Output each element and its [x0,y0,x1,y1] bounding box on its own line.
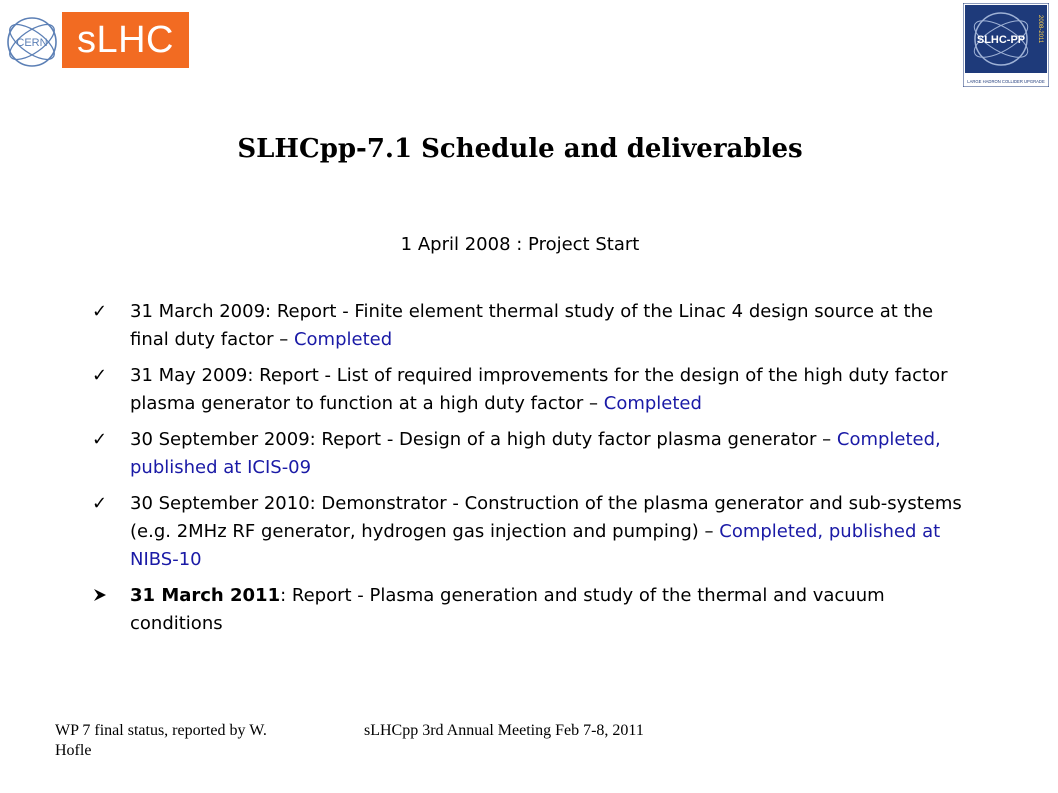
project-start: 1 April 2008 : Project Start [400,234,640,255]
slide-title: SLHCpp-7.1 Schedule and deliverables [237,134,803,164]
deliverable-status: Completed, published at ICIS-09 [130,429,941,478]
footer-author: WP 7 final status, reported by W. Hofle [55,722,267,759]
check-icon: ✓ [92,301,108,322]
check-icon: ✓ [92,429,108,450]
slhcpp-logo-text: SLHC-PP [976,34,1026,46]
footer-meeting: sLHCpp 3rd Annual Meeting Feb 7-8, 2011 [364,722,644,739]
deliverable-status: Completed [293,329,393,350]
deliverable-item [92,582,962,638]
deliverable-text: 30 September 2010: Demonstrator - Construction of the plasma generator and sub-systems (e.g. 2MHz RF generator, hydrogen gas injection and pumping) – [130,493,962,542]
arrow-bullet-icon [92,582,116,610]
deliverable-text: 30 September 2009: Report - Design of a high duty factor plasma generator – [130,429,837,450]
deliverable-item [92,426,962,482]
deliverable-date: 31 March 2011 [130,585,281,606]
deliverable-item [92,490,962,574]
slhcpp-logo-years: 2008-2011 [1037,15,1043,44]
cern-logo-text: CERN [16,37,48,49]
slhcpp-logo [963,3,1049,87]
cern-logo [2,6,62,72]
deliverable-text: : Report - Plasma generation and study of the thermal and vacuum conditions [130,585,885,634]
deliverables-list [92,298,962,646]
deliverable-status: Completed [603,393,702,414]
check-icon: ✓ [92,365,108,386]
deliverable-item [92,362,962,418]
deliverable-status: Completed, published at NIBS-10 [130,521,941,570]
check-icon: ✓ [92,493,108,514]
deliverable-item [92,298,962,354]
slhcpp-logo-subtitle: LARGE HADRON COLLIDER UPGRADE [967,79,1045,84]
deliverable-text: 31 March 2009: Report - Finite element thermal study of the Linac 4 design source at the final duty factor – [130,301,934,350]
deliverable-text: 31 May 2009: Report - List of required improvements for the design of the high duty factor plasma generator to function at a high duty factor – [130,365,948,414]
slhc-badge: sLHC [62,12,189,68]
